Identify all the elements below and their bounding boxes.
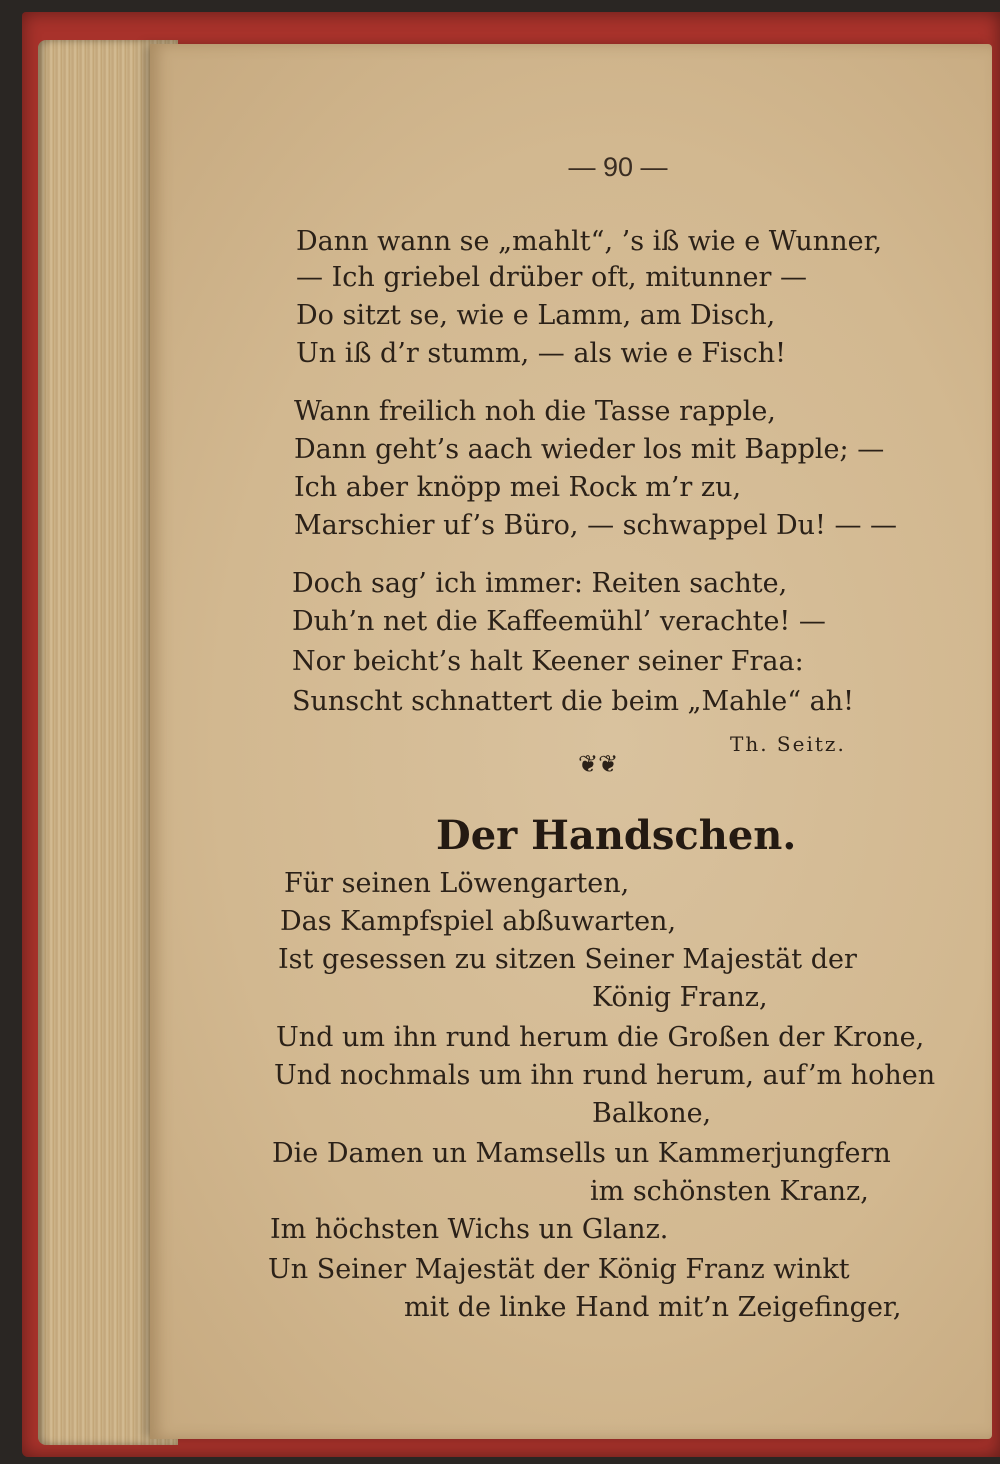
stanza3-line: Duh’n net die Kaffeemühl’ verachte! —	[292, 606, 826, 637]
poem-line: im schönsten Kranz,	[590, 1176, 869, 1207]
stanza3-line: Doch sag’ ich immer: Reiten sachte,	[292, 568, 788, 599]
poem-line: mit de linke Hand mit’n Zeigefinger,	[404, 1292, 902, 1323]
poem-line: Balkone,	[592, 1098, 712, 1129]
poem-line: Und um ihn rund herum die Großen der Krone,	[276, 1022, 925, 1053]
poem-line: König Franz,	[592, 982, 768, 1013]
stanza1-line: Dann wann se „mahlt“, ’s iß wie e Wunner,	[296, 226, 883, 257]
stanza2-line: Wann freilich noh die Tasse rapple,	[294, 396, 776, 427]
poem-line: Die Damen un Mamsells un Kammerjungfern	[272, 1138, 891, 1169]
stanza2-line: Dann geht’s aach wieder los mit Bapple; —	[294, 434, 885, 465]
poem-line: Un Seiner Majestät der König Franz winkt	[268, 1254, 850, 1285]
author-signature: Th. Seitz.	[730, 732, 846, 756]
stanza1-line: — Ich griebel drüber oft, mitunner —	[296, 262, 807, 293]
poem-line: Ist gesessen zu sitzen Seiner Majestät der	[278, 944, 857, 975]
poem-line: Für seinen Löwengarten,	[284, 868, 630, 899]
stanza3-line: Sunscht schnattert die beim „Mahle“ ah!	[292, 686, 854, 717]
stanza2-line: Ich aber knöpp mei Rock m’r zu,	[294, 472, 742, 503]
ornament: ❦❦	[578, 750, 619, 778]
poem-line: Das Kampfspiel abßuwarten,	[280, 906, 677, 937]
stanza3-line: Nor beicht’s halt Keener seiner Fraa:	[292, 646, 804, 677]
stanza2-line: Marschier uf’s Büro, — schwappel Du! — —	[294, 510, 898, 541]
page-number: — 90 —	[568, 152, 668, 182]
poem-line: Und nochmals um ihn rund herum, auf’m hohen	[274, 1060, 936, 1091]
poem-line: Im höchsten Wichs un Glanz.	[270, 1214, 669, 1245]
stanza1-line: Un iß d’r stumm, — als wie e Fisch!	[296, 338, 787, 369]
poem-title: Der Handschen.	[436, 812, 797, 859]
stanza1-line: Do sitzt se, wie e Lamm, am Disch,	[296, 300, 776, 331]
